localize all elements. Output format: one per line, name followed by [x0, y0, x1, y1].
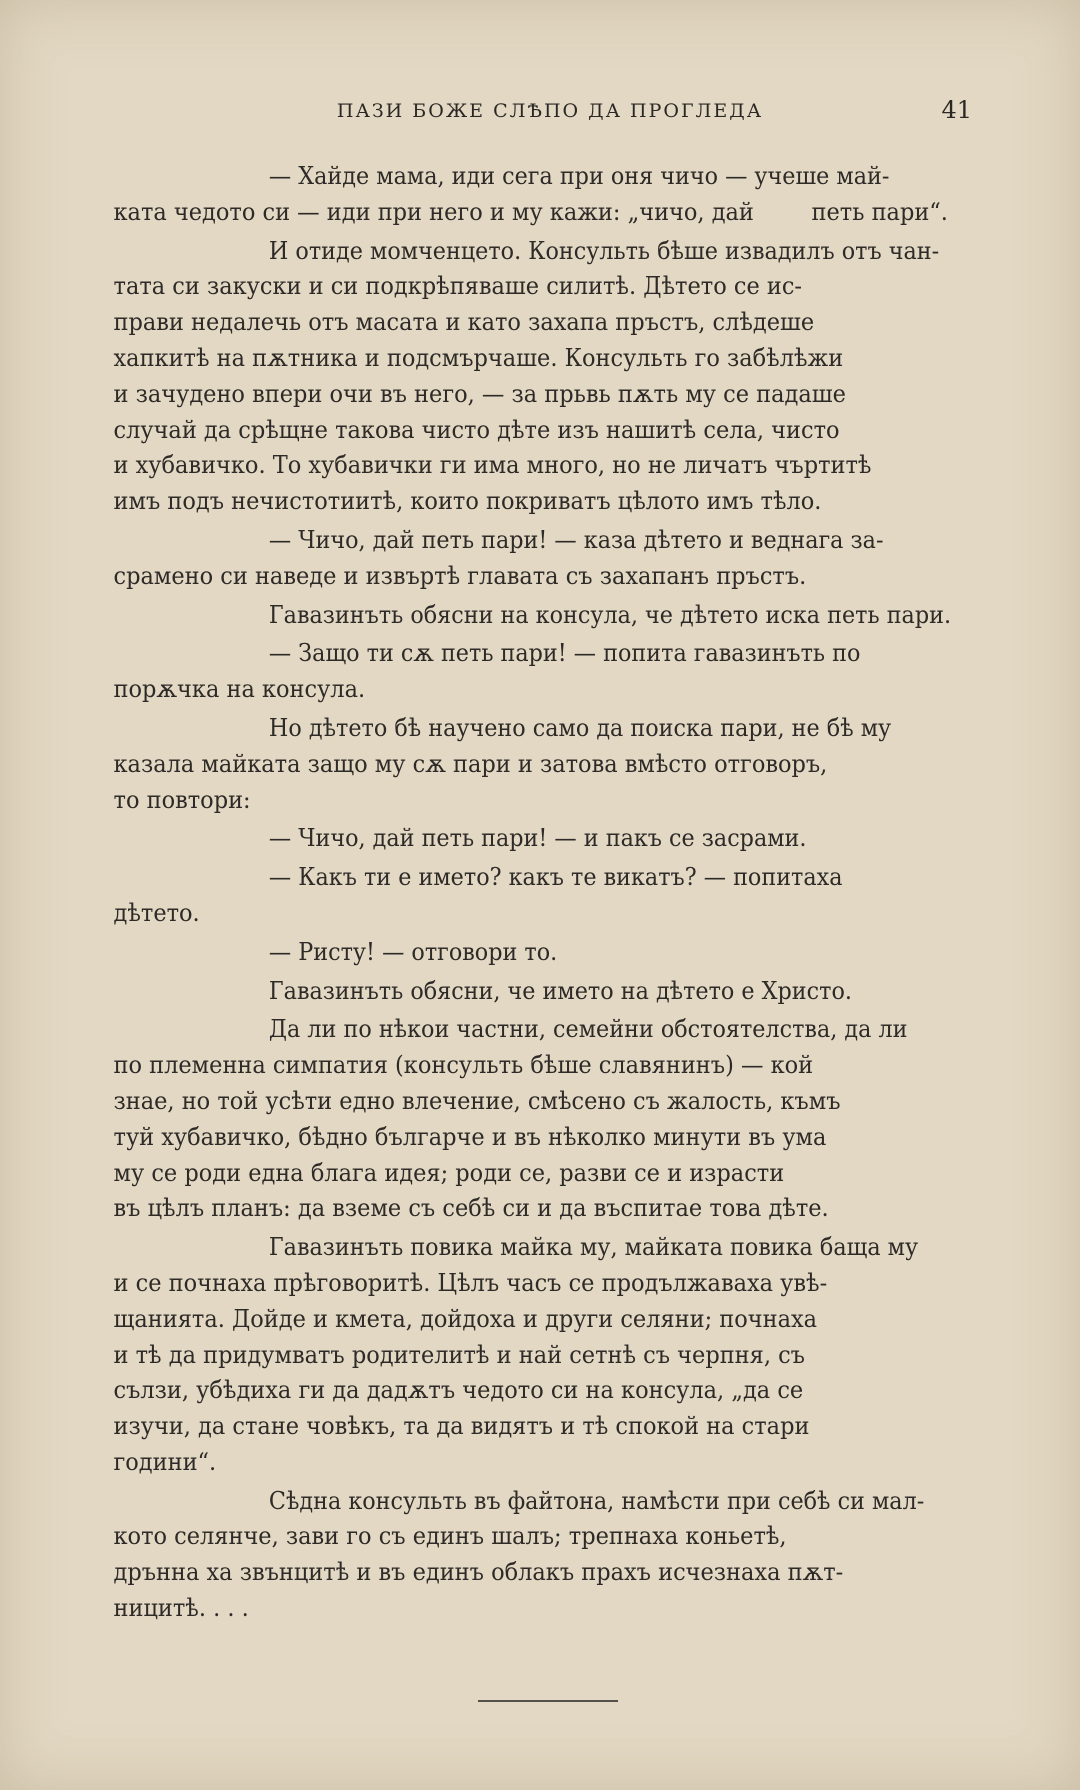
paragraph [113, 859, 980, 931]
text-line: ницитѣ. . . . [113, 1593, 249, 1623]
text-line: Гавазинъть обясни на консула, че дѣтето иска петь пари. [268, 599, 952, 629]
paragraph [113, 1229, 980, 1480]
page-header [120, 96, 980, 130]
text-line: срамено си наведе и извъртѣ главата съ захапанъ пръстъ. [113, 560, 807, 590]
text-line: дѣтето. [113, 897, 200, 927]
paragraph [120, 934, 980, 970]
text-line: — Хайде мама, иди сега при оня чичо — учеше май- [268, 161, 890, 190]
paragraph [120, 597, 980, 633]
text-line: порѫчка на консула. [113, 674, 366, 704]
paragraph [113, 635, 980, 707]
end-rule [478, 1700, 618, 1702]
text-line: туй хубавичко, бѣдно българче и въ нѣколко минути въ ума [113, 1121, 827, 1151]
paragraph [113, 158, 980, 230]
paragraph [113, 233, 980, 519]
paragraph [120, 973, 980, 1009]
paragraph [113, 1483, 980, 1626]
text-line: години“. [113, 1446, 217, 1476]
text-line: — Какъ ти е името? какъ те викатъ? — попитаха [268, 862, 843, 892]
text-line: — Защо ти сѫ петь пари! — попита гавазинъть по [268, 638, 861, 668]
text-line: казала майката защо му сѫ пари и затова вмѣсто отговоръ, [113, 748, 828, 778]
text-line: дрънна ха звънцитѣ и въ единъ облакъ прахъ исчезнаха пѫт- [113, 1557, 844, 1587]
text-line: кото селянче, зави го съ единъ шалъ; трепнаха коньетѣ, [113, 1521, 787, 1551]
running-title: ПАЗИ БОЖЕ СЛѢПО ДА ПРОГЛЕДА [336, 100, 764, 122]
text-line: — Чичо, дай петь пари! — и пакъ се засрами. [268, 823, 807, 853]
text-line: — Чичо, дай петь пари! — каза дѣтето и веднага за- [268, 524, 884, 554]
text-line: случай да срѣщне такова чисто дѣте изъ нашитѣ села, чисто [113, 414, 840, 444]
text-line: Гавазинъть повика майка му, майката повика баща му [268, 1232, 919, 1262]
text-line: И отиде момченцето. Консульть бѣше извадилъ отъ чан- [268, 235, 940, 265]
paragraph [113, 710, 980, 817]
text-line: Да ли по нѣкои частни, семейни обстоятелства, да ли [268, 1014, 908, 1044]
text-line: хапкитѣ на пѫтника и подсмърчаше. Консульть го забѣлѣжи [113, 342, 844, 372]
text-line: по племенна симпатия (консульть бѣше славянинъ) — кой [113, 1050, 814, 1080]
paragraph [113, 1011, 980, 1226]
text-line: му се роди една блага идея; роди се, разви се и израсти [113, 1157, 785, 1187]
text-line: сълзи, убѣдиха ги да дадѫтъ чедото си на консула, „да се [113, 1375, 804, 1405]
text-line: въ цѣлъ планъ: да вземе съ себѣ си и да въспитае това дѣте. [113, 1193, 829, 1223]
text-line: и хубавичко. То хубавички ги има много, но не личатъ чъртитѣ [113, 450, 872, 480]
paragraph [113, 522, 980, 594]
text-line: Но дѣтето бѣ научено само да поиска пари, не бѣ му [268, 712, 892, 742]
paragraph [120, 820, 980, 856]
text-line: — Ристу! — отговори то. [268, 936, 558, 966]
text-line: ката чедото си — иди при него и му кажи: „чичо, дай [113, 196, 754, 226]
text-line: знае, но той усѣти едно влечение, смѣсено съ жалость, къмъ [113, 1085, 841, 1115]
body-text [113, 158, 980, 1629]
text-line: имъ подъ нечистотиитѣ, които покриватъ цѣлото имъ тѣло. [113, 486, 822, 516]
page-number: 41 [941, 96, 972, 124]
text-line: прави недалечь отъ масата и като захапа пръстъ, слѣдеше [113, 307, 815, 337]
text-line: и зачудено впери очи въ него, — за прьвь пѫть му се падаше [113, 378, 846, 408]
text-line: петь пари“. [811, 196, 949, 226]
text-line: и тѣ да придумватъ родителитѣ и най сетнѣ съ черпня, съ [113, 1339, 805, 1369]
text-line: Сѣдна консульть въ файтона, намѣсти при себѣ си мал- [268, 1485, 925, 1515]
text-line: тата си закуски и си подкрѣпяваше силитѣ. Дѣтето се ис- [113, 271, 803, 301]
text-line: изучи, да стане човѣкъ, та да видятъ и тѣ спокой на стари [113, 1411, 810, 1441]
text-line: щанията. Дойде и кмета, дойдоха и други селяни; почнаха [113, 1303, 818, 1333]
text-line: то повтори: [113, 784, 251, 814]
text-line: и се почнаха прѣговоритѣ. Цѣлъ часъ се продължаваха увѣ- [113, 1267, 828, 1297]
text-line: Гавазинъть обясни, че името на дѣтето е Христо. [268, 975, 852, 1005]
